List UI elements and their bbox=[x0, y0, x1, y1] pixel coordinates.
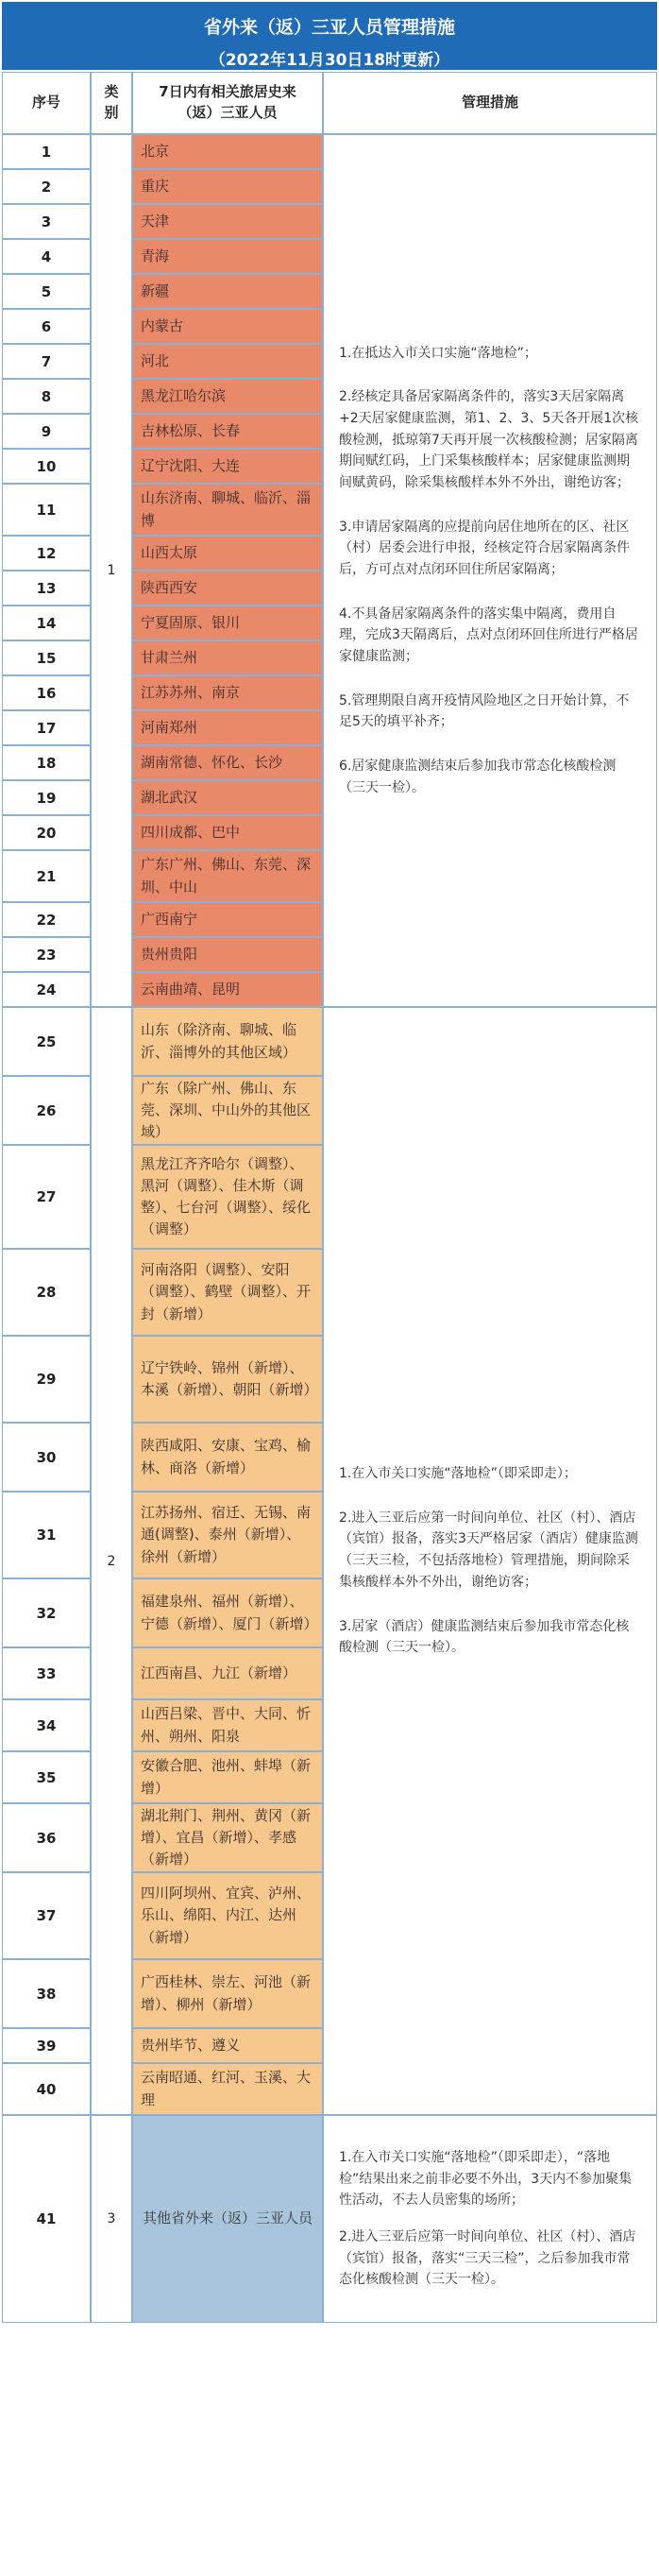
row-number: 11 bbox=[2, 484, 91, 536]
row-number: 34 bbox=[2, 1699, 91, 1751]
region-cell: 山西太原 bbox=[132, 536, 323, 571]
row-number: 4 bbox=[2, 239, 91, 274]
row-number: 36 bbox=[2, 1803, 91, 1872]
measures-cell bbox=[323, 2115, 657, 2323]
region-cell: 广西南宁 bbox=[132, 902, 323, 937]
row-number: 14 bbox=[2, 606, 91, 640]
region-cell: 江苏扬州、宿迁、无锡、南通(调整)、泰州（新增）、徐州（新增） bbox=[132, 1492, 323, 1578]
region-cell: 宁夏固原、银川 bbox=[132, 606, 323, 640]
page-title: 省外来（返）三亚人员管理措施 bbox=[203, 17, 455, 38]
row-number: 29 bbox=[2, 1336, 91, 1423]
region-cell: 黑龙江哈尔滨 bbox=[132, 379, 323, 414]
region-cell: 湖南常德、怀化、长沙 bbox=[132, 745, 323, 780]
measure-item: 2.进入三亚后应第一时间向单位、社区（村）、酒店（宾馆）报备，落实“三天三检”，之后参加我市常态化核酸检测（三天一检）。 bbox=[339, 2229, 636, 2288]
region-cell: 贵州贵阳 bbox=[132, 937, 323, 972]
row-number: 6 bbox=[2, 309, 91, 344]
region-cell: 四川成都、巴中 bbox=[132, 815, 323, 850]
row-number: 35 bbox=[2, 1751, 91, 1803]
row-number: 13 bbox=[2, 571, 91, 606]
row-number: 27 bbox=[2, 1145, 91, 1249]
row-number: 3 bbox=[2, 204, 91, 239]
row-number: 25 bbox=[2, 1007, 91, 1076]
region-cell: 福建泉州、福州（新增）、宁德（新增）、厦门（新增） bbox=[132, 1578, 323, 1647]
region-cell: 其他省外来（返）三亚人员 bbox=[132, 2115, 323, 2323]
row-number: 38 bbox=[2, 1959, 91, 2028]
region-cell: 山西吕梁、晋中、大同、忻州、朔州、阳泉 bbox=[132, 1699, 323, 1751]
row-number: 40 bbox=[2, 2063, 91, 2115]
region-cell: 天津 bbox=[132, 204, 323, 239]
row-number: 10 bbox=[2, 449, 91, 484]
row-number: 22 bbox=[2, 902, 91, 937]
measures-table bbox=[2, 134, 657, 2574]
column-header-region: 7日内有相关旅居史来（返）三亚人员 bbox=[132, 72, 323, 134]
row-number: 41 bbox=[2, 2115, 91, 2323]
row-number: 20 bbox=[2, 815, 91, 850]
measure-item: 3.申请居家隔离的应提前向居住地所在的区、社区（村）居委会进行申报，经核定符合居家隔离条件后，方可点对点闭环回住所居家隔离； bbox=[339, 519, 630, 577]
region-cell: 内蒙古 bbox=[132, 309, 323, 344]
row-number: 26 bbox=[2, 1076, 91, 1145]
row-number: 19 bbox=[2, 780, 91, 815]
region-cell: 河北 bbox=[132, 344, 323, 379]
region-cell: 山东（除济南、聊城、临沂、淄博外的其他区域） bbox=[132, 1007, 323, 1076]
category-cell: 3 bbox=[91, 2115, 132, 2323]
category-cell: 2 bbox=[91, 1007, 132, 2115]
measure-item: 4.不具备居家隔离条件的落实集中隔离，费用自理，完成3天隔离后，点对点闭环回住所进行严格居家健康监测； bbox=[339, 606, 638, 665]
region-cell: 吉林松原、长春 bbox=[132, 414, 323, 449]
region-cell: 贵州毕节、遵义 bbox=[132, 2028, 323, 2063]
region-cell: 湖北武汉 bbox=[132, 780, 323, 815]
row-number: 7 bbox=[2, 344, 91, 379]
measure-item: 5.管理期限自离开疫情风险地区之日开始计算，不足5天的填平补齐； bbox=[339, 692, 630, 730]
row-number: 33 bbox=[2, 1647, 91, 1699]
region-cell: 黑龙江齐齐哈尔（调整）、黑河（调整）、佳木斯（调整）、七台河（调整）、绥化（调整） bbox=[132, 1145, 323, 1249]
row-number: 5 bbox=[2, 274, 91, 309]
measure-item: 1.在入市关口实施“落地检”（即采即走）； bbox=[339, 1466, 577, 1482]
region-cell: 山东济南、聊城、临沂、淄博 bbox=[132, 484, 323, 536]
row-number: 2 bbox=[2, 169, 91, 204]
measure-item: 2.进入三亚后应第一时间向单位、社区（村）、酒店（宾馆）报备，落实3天严格居家（酒店）健康监测（三天三检，不包括落地检）管理措施，期间除采集核酸样本外不外出，谢绝访客； bbox=[339, 1510, 638, 1590]
measure-item: 1.在抵达入市关口实施“落地检”； bbox=[339, 345, 537, 361]
row-number: 12 bbox=[2, 536, 91, 571]
region-cell: 广东（除广州、佛山、东莞、深圳、中山外的其他区域） bbox=[132, 1076, 323, 1145]
column-header-measures: 管理措施 bbox=[323, 72, 657, 134]
row-number: 32 bbox=[2, 1578, 91, 1647]
region-cell: 陕西西安 bbox=[132, 571, 323, 606]
region-cell: 重庆 bbox=[132, 169, 323, 204]
row-number: 30 bbox=[2, 1423, 91, 1492]
region-cell: 江苏苏州、南京 bbox=[132, 675, 323, 710]
row-number: 21 bbox=[2, 850, 91, 902]
region-cell: 辽宁沈阳、大连 bbox=[132, 449, 323, 484]
row-number: 31 bbox=[2, 1492, 91, 1578]
measure-item: 2.经核定具备居家隔离条件的，落实3天居家隔离+2天居家健康监测，第1、2、3、5天各开展1次核酸检测，抵琼第7天再开展一次核酸检测；居家隔离期间赋红码，上门采集核酸样本；居家健康监测期间赋黄码，除采集核酸样本外不外出，谢绝访客； bbox=[339, 389, 639, 490]
region-cell: 云南昭通、红河、玉溪、大理 bbox=[132, 2063, 323, 2115]
row-number: 15 bbox=[2, 640, 91, 675]
region-cell: 河南郑州 bbox=[132, 710, 323, 745]
row-number: 24 bbox=[2, 972, 91, 1007]
category-cell: 1 bbox=[91, 134, 132, 1007]
row-number: 16 bbox=[2, 675, 91, 710]
measure-item: 6.居家健康监测结束后参加我市常态化核酸检测（三天一检）。 bbox=[339, 759, 617, 795]
region-cell: 云南曲靖、昆明 bbox=[132, 972, 323, 1007]
measure-item: 3.居家（酒店）健康监测结束后参加我市常态化核酸检测（三天一检）。 bbox=[339, 1618, 630, 1656]
region-cell: 安徽合肥、池州、蚌埠（新增） bbox=[132, 1751, 323, 1803]
row-number: 39 bbox=[2, 2028, 91, 2063]
row-number: 37 bbox=[2, 1872, 91, 1959]
row-number: 8 bbox=[2, 379, 91, 414]
measure-item: 1.在入市关口实施“落地检”（即采即走），“落地检”结果出来之前非必要不外出，3天内不参加聚集性活动，不去人员密集的场所； bbox=[339, 2149, 633, 2209]
row-number: 17 bbox=[2, 710, 91, 745]
region-cell: 北京 bbox=[132, 134, 323, 169]
column-header-category: 类别 bbox=[91, 72, 132, 134]
region-cell: 甘肃兰州 bbox=[132, 640, 323, 675]
update-time: （2022年11月30日18时更新） bbox=[209, 51, 450, 70]
region-cell: 四川阿坝州、宜宾、泸州、乐山、绵阳、内江、达州（新增） bbox=[132, 1872, 323, 1959]
region-cell: 广东广州、佛山、东莞、深圳、中山 bbox=[132, 850, 323, 902]
column-header-no: 序号 bbox=[2, 72, 91, 134]
region-cell: 辽宁铁岭、锦州（新增）、本溪（新增）、朝阳（新增） bbox=[132, 1336, 323, 1423]
row-number: 1 bbox=[2, 134, 91, 169]
row-number: 18 bbox=[2, 745, 91, 780]
row-number: 9 bbox=[2, 414, 91, 449]
region-cell: 湖北荆门、荆州、黄冈（新增）、宜昌（新增）、孝感（新增） bbox=[132, 1803, 323, 1872]
measures-cell bbox=[323, 1007, 657, 2115]
page-title-banner bbox=[2, 2, 657, 70]
region-cell: 青海 bbox=[132, 239, 323, 274]
row-number: 23 bbox=[2, 937, 91, 972]
region-cell: 新疆 bbox=[132, 274, 323, 309]
region-cell: 河南洛阳（调整）、安阳（调整）、鹤壁（调整）、开封（新增） bbox=[132, 1249, 323, 1336]
measures-cell bbox=[323, 134, 657, 1007]
row-number: 28 bbox=[2, 1249, 91, 1336]
region-cell: 江西南昌、九江（新增） bbox=[132, 1647, 323, 1699]
region-cell: 广西桂林、崇左、河池（新增）、柳州（新增） bbox=[132, 1959, 323, 2028]
region-cell: 陕西咸阳、安康、宝鸡、榆林、商洛（新增） bbox=[132, 1423, 323, 1492]
